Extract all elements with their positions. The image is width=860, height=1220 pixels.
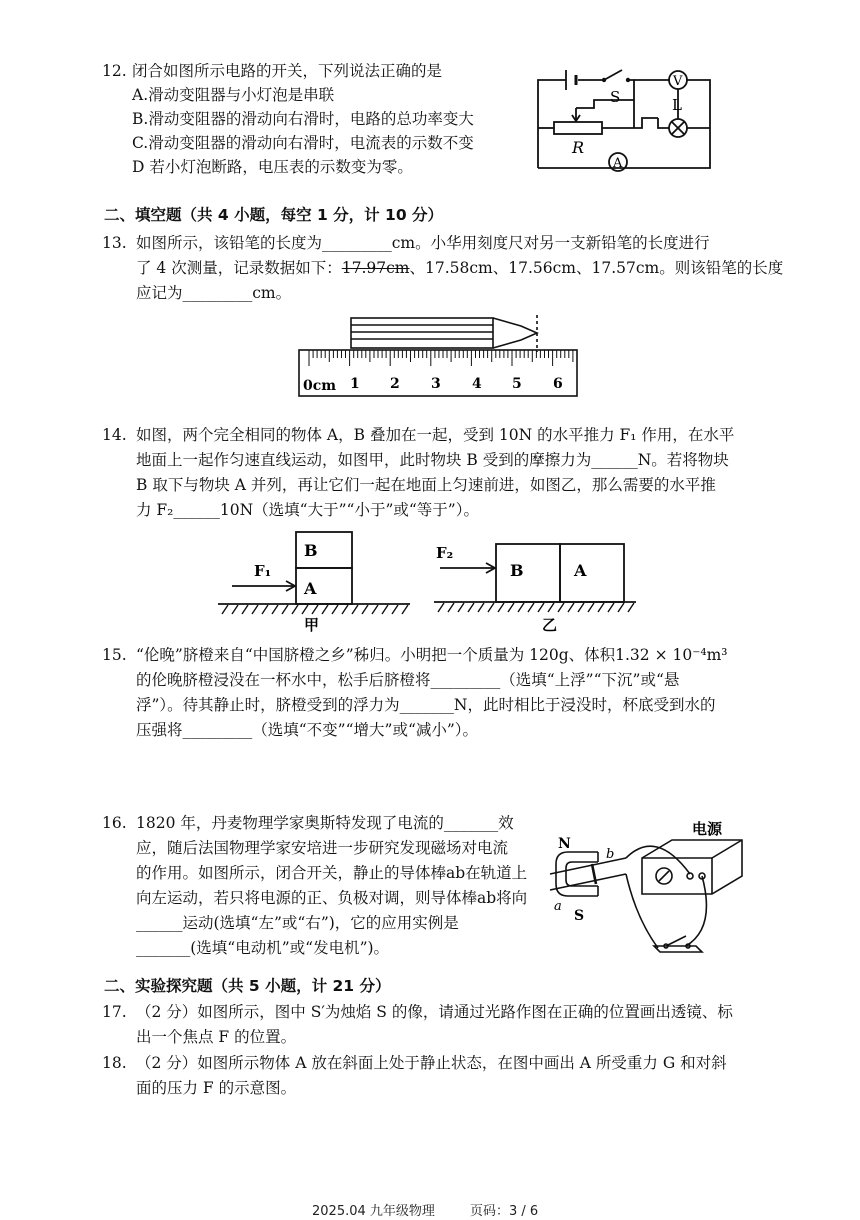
q13-line-2-text: 了 4 次测量，记录数据如下： <box>136 259 342 277</box>
q12-option-a: A.滑动变阻器与小灯泡是串联 <box>132 86 335 104</box>
section-3-title: 二、实验探究题（共 5 小题，计 21 分） <box>104 977 391 995</box>
q14-line-4: 力 F₂______10N（选填“大于”“小于”或“等于”）。 <box>136 501 479 519</box>
q16-south-label: S <box>574 908 585 924</box>
q12-option-b: B.滑动变阻器的滑动向右滑时，电路的总功率变大 <box>132 110 474 128</box>
q13-crossed-value: 17.97cm <box>341 259 410 277</box>
q16-line-1: 1820 年，丹麦物理学家奥斯特发现了电流的_______效 <box>136 814 514 832</box>
q16-number: 16. <box>102 814 127 832</box>
q15-line-1-text: “伦晚”脐橙来自“中国脐橙之乡”秭归。小明把一个质量为 120g、体积 <box>136 646 616 664</box>
q13-line-2-rest: 、17.58cm、17.56cm、17.57cm。则该铅笔的长度 <box>409 259 784 277</box>
q12-circuit-diagram <box>530 60 720 176</box>
q16-line-2: 应，随后法国物理学家安培进一步研究发现磁场对电流 <box>136 839 509 857</box>
q15-line-1 <box>136 644 728 666</box>
q18-number: 18. <box>102 1054 127 1072</box>
ruler-ticks <box>309 350 573 366</box>
q14-line-2: 地面上一起作匀速直线运动，如图甲，此时物块 B 受到的摩擦力为______N。若将物块 <box>136 451 729 469</box>
q14-jia-block-a: A <box>304 579 317 598</box>
q14-yi-caption: 乙 <box>542 616 558 634</box>
q12-option-c: C.滑动变阻器的滑动向右滑时，电流表的示数不变 <box>132 134 474 152</box>
q13-line-1: 如图所示，该铅笔的长度为_________cm。小华用刻度尺对另一支新铅笔的长度进行 <box>136 234 710 252</box>
q17-number: 17. <box>102 1003 127 1021</box>
q15-line-4: 压强将_________（选填“不变”“增大”或“减小”）。 <box>136 721 479 739</box>
ruler-label-3: 3 <box>431 376 441 392</box>
q16-line-4: 向左运动，若只将电源的正、负极对调，则导体棒ab将向 <box>136 889 528 907</box>
footer-page-number: 页码：3 / 6 <box>470 1204 539 1219</box>
q16-end-b-label: b <box>606 847 615 862</box>
q16-line-5: ______运动(选填“左”或“右”)，它的应用实例是 <box>136 914 459 932</box>
q14-jia-force-label: F₁ <box>254 562 272 580</box>
q14-line-3: B 取下与物块 A 并列，再让它们一起在地面上匀速前进，如图乙，那么需要的水平推 <box>136 476 716 494</box>
q16-motor-diagram <box>546 818 756 964</box>
q14-jia-caption: 甲 <box>304 616 320 634</box>
q17-line-1: （2 分）如图所示，图中 S′为烛焰 S 的像，请通过光路作图在正确的位置画出透镜、标 <box>136 1003 733 1021</box>
q15-line-3: 浮”）。待其静止时，脐橙受到的浮力为_______N，此时相比于浸没时，杯底受到水的 <box>136 696 716 714</box>
q13-pencil-ruler <box>295 312 585 398</box>
footer-exam-title: 2025.04 九年级物理 <box>312 1204 435 1219</box>
q12-resistor-label: R <box>572 138 585 157</box>
q13-line-3: 应记为_________cm。 <box>136 284 292 302</box>
q12-number: 12. <box>102 62 127 80</box>
q14-figure-yi <box>430 538 640 634</box>
ruler-label-6: 6 <box>553 376 563 392</box>
q12-stem: 闭合如图所示电路的开关，下列说法正确的是 <box>132 62 443 80</box>
q14-yi-force-label: F₂ <box>436 544 454 562</box>
q18-line-1: （2 分）如图所示物体 A 放在斜面上处于静止状态，在图中画出 A 所受重力 G 和对斜 <box>136 1054 727 1072</box>
q16-line-6: _______(选填“电动机”或“发电机”)。 <box>136 939 390 957</box>
q16-north-label: N <box>558 836 571 852</box>
q14-figure-jia <box>214 528 414 632</box>
section-2-title: 二、填空题（共 4 小题，每空 1 分，计 10 分） <box>104 206 444 224</box>
ruler-label-1: 1 <box>350 376 360 392</box>
ruler-unit-label: 0cm <box>303 378 337 394</box>
q12-option-d: D 若小灯泡断路，电压表的示数变为零。 <box>132 158 413 176</box>
q14-yi-block-a: A <box>574 561 587 580</box>
ruler-label-2: 2 <box>390 376 400 392</box>
q12-switch-label: S <box>610 88 621 106</box>
q15-number: 15. <box>102 646 127 664</box>
q13-line-2 <box>136 257 783 279</box>
q15-volume-value: 1.32 × 10⁻⁴m³ <box>615 646 728 664</box>
q14-line-1: 如图，两个完全相同的物体 A，B 叠加在一起，受到 10N 的水平推力 F₁ 作用，在水平 <box>136 426 735 444</box>
ruler-label-4: 4 <box>472 376 482 392</box>
q14-number: 14. <box>102 426 127 444</box>
q16-line-3: 的作用。如图所示，闭合开关，静止的导体棒ab在轨道上 <box>136 864 528 882</box>
q13-number: 13. <box>102 234 127 252</box>
q14-jia-block-b: B <box>304 541 318 560</box>
q15-line-2: 的伦晚脐橙浸没在一杯水中，松手后脐橙将_________（选填“上浮”“下沉”或“悬 <box>136 671 680 689</box>
q17-line-2: 出一个焦点 F 的位置。 <box>136 1028 297 1046</box>
q18-line-2: 面的压力 F 的示意图。 <box>136 1079 297 1097</box>
q12-voltmeter-label: V <box>673 74 683 89</box>
ruler-label-5: 5 <box>512 376 522 392</box>
q12-lamp-label: L <box>672 96 682 114</box>
q14-yi-block-b: B <box>510 561 524 580</box>
q12-ammeter-label: A <box>613 156 623 171</box>
q16-end-a-label: a <box>554 899 562 914</box>
q16-power-label: 电源 <box>692 820 723 838</box>
